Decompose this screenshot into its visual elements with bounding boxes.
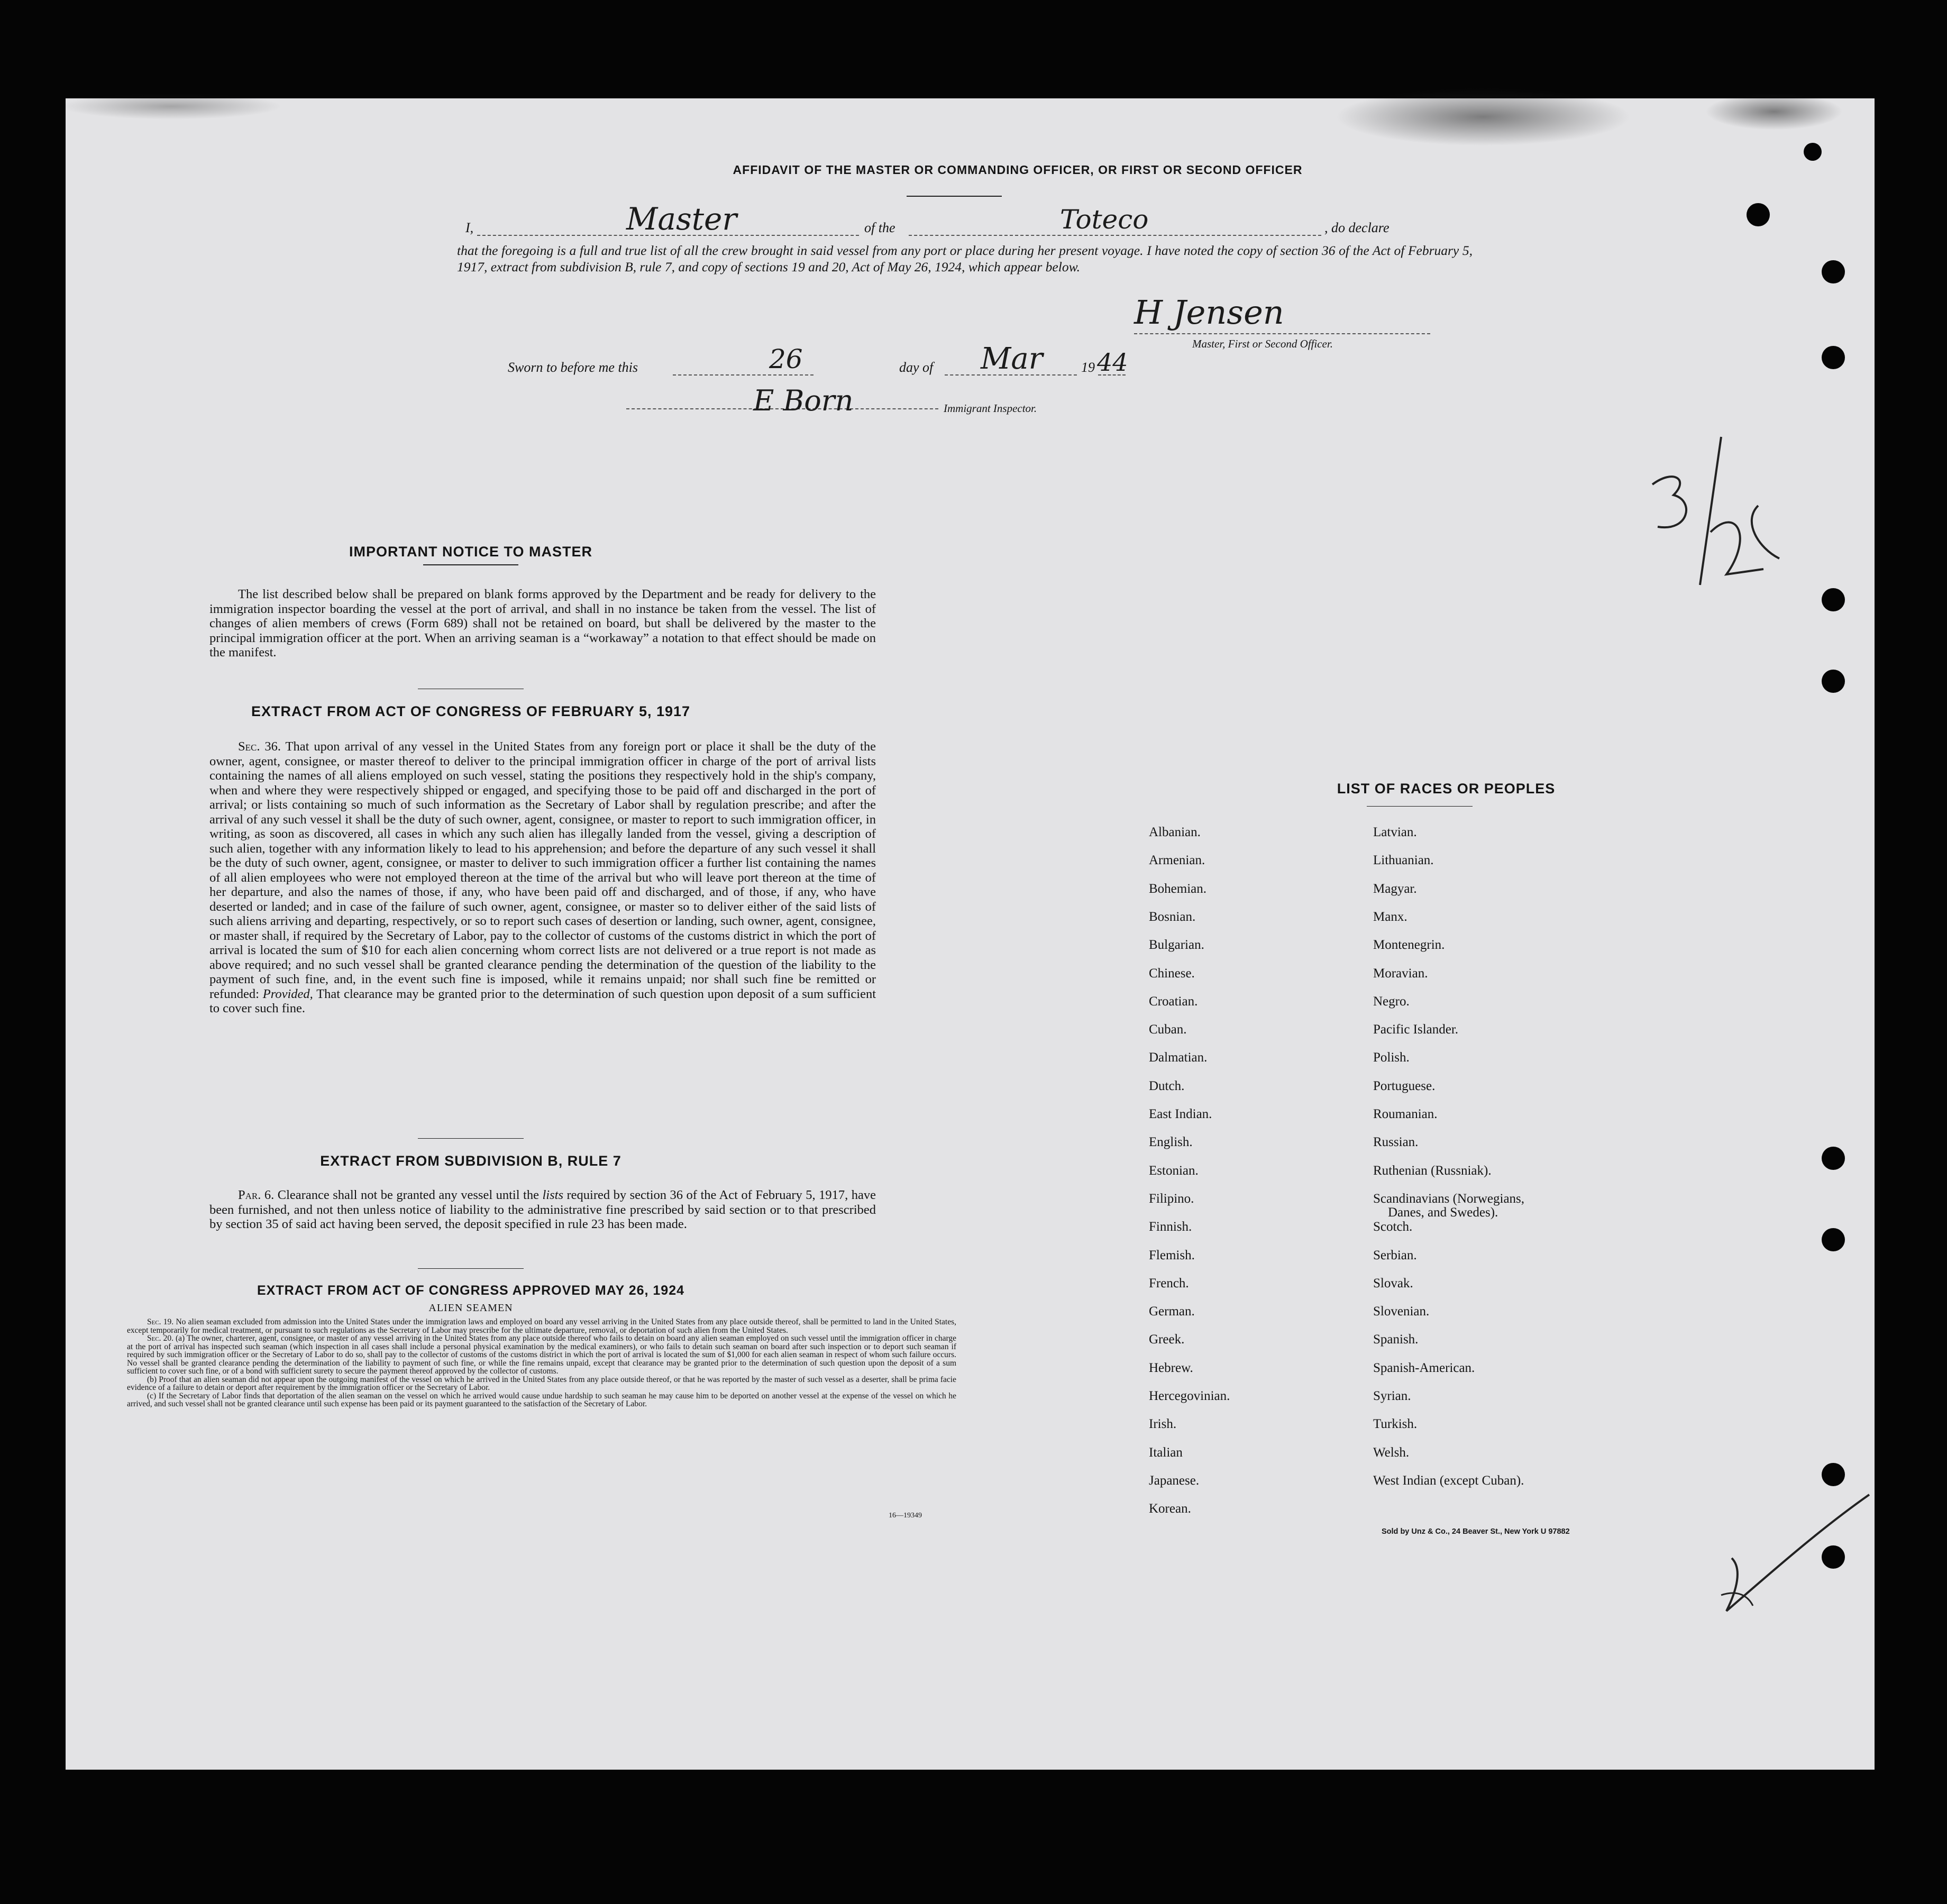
race-item: Cuban. bbox=[1149, 1022, 1187, 1037]
race-item: Albanian. bbox=[1149, 825, 1201, 839]
race-item: Spanish. bbox=[1373, 1332, 1419, 1347]
year-prefix: 19 bbox=[1081, 360, 1095, 375]
race-item: Dalmatian. bbox=[1149, 1050, 1208, 1065]
scan-smudge bbox=[1335, 88, 1631, 146]
page-fraction-handwriting bbox=[1637, 426, 1785, 617]
race-item: Armenian. bbox=[1149, 853, 1205, 868]
punch-hole bbox=[1822, 1463, 1845, 1486]
signature-line bbox=[1134, 333, 1430, 334]
lists-word: lists bbox=[542, 1188, 563, 1202]
race-item: Bosnian. bbox=[1149, 909, 1196, 924]
check-mark-handwriting bbox=[1716, 1484, 1875, 1622]
race-item: West Indian (except Cuban). bbox=[1373, 1473, 1524, 1488]
race-item: Roumanian. bbox=[1373, 1107, 1438, 1121]
punch-hole bbox=[1822, 670, 1845, 693]
race-item: Scandinavians (Norwegians, bbox=[1373, 1191, 1525, 1206]
race-item: Flemish. bbox=[1149, 1248, 1195, 1262]
race-item: Scotch. bbox=[1373, 1220, 1413, 1234]
section-20-text: (a) The owner, charterer, agent, consignee, or master of any vessel arriving in the United States from any place outside thereof who fails to detain on board any alien seaman employed on such vessel until the immigration officer in charge at the port of arrival has inspected such seaman (which inspection in all cases shall include a personal physical examination by the medical examiners), or who fails to detain such seaman on board after such inspection or to deport such seaman if required by such immigration officer or the Secretary of Labor to do so, shall pay to the collector of customs of the customs district in which the port of arrival is located the sum of $1,000 for each alien seaman in respect of whom such failure occurs. No vessel shall be granted clearance pending the determination of the liability to payment of such fine, or while the fine remains unpaid, except that clearance may be granted prior to the determination of such question upon the deposit of a sum sufficient to cover such fine, or of a bond with sufficient surety to secure the payment thereof approved by the collector of customs. bbox=[127, 1334, 956, 1376]
divider bbox=[907, 196, 1002, 197]
race-item: Filipino. bbox=[1149, 1191, 1194, 1206]
punch-hole bbox=[1822, 1228, 1845, 1251]
race-item: Hebrew. bbox=[1149, 1360, 1193, 1375]
printer-note: Sold by Unz & Co., 24 Beaver St., New York U 97882 bbox=[1382, 1527, 1570, 1536]
race-item: Magyar. bbox=[1373, 881, 1417, 896]
race-item: Greek. bbox=[1149, 1332, 1185, 1347]
notice-title: IMPORTANT NOTICE TO MASTER bbox=[349, 544, 592, 560]
extract-1924-title: EXTRACT FROM ACT OF CONGRESS APPROVED MAY 26, 1924 bbox=[257, 1283, 685, 1298]
race-item: Spanish-American. bbox=[1373, 1360, 1475, 1375]
section-20-label: Sec. 20. bbox=[147, 1334, 173, 1343]
year-handwriting: 44 bbox=[1097, 348, 1128, 377]
notice-text: The list described below shall be prepared on blank forms approved by the Department and be ready for delivery to the immigration inspector boarding the vessel at the port of arrival, and shall in no instance be taken from the vessel. The list of changes of alien members of crews (Form 689) shall not be retained on board, but shall be delivered by the master to the principal immigration officer at the port. When an arriving seaman is a “workaway” a notation to that effect should be made on the manifest. bbox=[209, 587, 876, 660]
race-item: Japanese. bbox=[1149, 1473, 1200, 1488]
section-20-b: (b) Proof that an alien seaman did not appear upon the outgoing manifest of the vessel on which he arrived in the United States from any place outside thereof, or that he was reported by the master of such vessel as a deserter, shall be prima facie evidence of a failure to detain or deport after requirement by the immigration officer or the Secretary of Labor. bbox=[127, 1375, 956, 1392]
divider bbox=[1367, 806, 1473, 807]
race-item: Russian. bbox=[1373, 1135, 1419, 1150]
section-36-text: That upon arrival of any vessel in the United States from any foreign port or place it shall be the duty of the owner, agent, consignee, or master thereof to deliver to the principal immigration officer in charge of the port of arrival lists containing the names of all aliens employed on such vessel, stating the positions they respectively hold in the ship's company, when and where they were respectively shipped or engaged, and specifying those to be paid off and discharged in the port of arrival; or lists containing so much of such information as the Secretary of Labor shall by regulation prescribe; and after the arrival of any such vessel it shall be the duty of such owner, agent, consignee, or master to report to such immigration officer, in writing, as soon as discovered, all cases in which any such alien has illegally landed from the vessel, giving a description of such alien, together with any information likely to lead to his apprehension; and before the departure of any such vessel it shall be the duty of such owner, agent, consignee, or master to deliver to such immigration officer a further list containing the names of all alien employees who were not employed thereon at the time of the arrival but who will leave port thereon at the time of her departure, and also the names of those, if any, who have been paid off and discharged, and of those, if any, who have deserted or landed; and in case of the failure of such owner, agent, consignee, or master so to deliver either of the said lists of such aliens arriving and departing, respectively, or so to report such cases of desertion or landing, such owner, agent, consignee, or master shall, if required by the Secretary of Labor, pay to the collector of customs of the customs district in which the port of arrival is located the sum of $10 for each alien concerning whom correct lists are not delivered or a true report is not made as above required; and no such vessel shall be granted clearance pending the determination of the question of the liability to the payment of such fine, and, in the event such fine is imposed, while it remains unpaid; nor shall such fine be remitted or refunded: bbox=[209, 739, 876, 1001]
race-item: Hercegovinian. bbox=[1149, 1389, 1230, 1403]
race-item: Estonian. bbox=[1149, 1163, 1199, 1178]
affidavit-first-line bbox=[66, 201, 1875, 241]
punch-hole bbox=[1822, 260, 1845, 283]
extract-1917-title: EXTRACT FROM ACT OF CONGRESS OF FEBRUARY 5, 1917 bbox=[251, 703, 691, 719]
race-item: Korean. bbox=[1149, 1502, 1191, 1516]
race-item: Pacific Islander. bbox=[1373, 1022, 1459, 1037]
race-item: Croatian. bbox=[1149, 994, 1198, 1009]
master-signature: H Jensen bbox=[1134, 293, 1284, 332]
extract-1917-body bbox=[209, 739, 876, 1016]
race-item: English. bbox=[1149, 1135, 1193, 1150]
affidavit-title: AFFIDAVIT OF THE MASTER OR COMMANDING OFFICER, OR FIRST OR SECOND OFFICER bbox=[733, 163, 1303, 177]
race-item: Slovenian. bbox=[1373, 1304, 1430, 1319]
race-item: Turkish. bbox=[1373, 1417, 1418, 1432]
race-item: Italian bbox=[1149, 1445, 1183, 1460]
i-label: I, bbox=[465, 220, 474, 235]
inspector-caption: Immigrant Inspector. bbox=[944, 402, 1037, 415]
race-item: Moravian. bbox=[1373, 966, 1428, 981]
extract-rule7-title: EXTRACT FROM SUBDIVISION B, RULE 7 bbox=[320, 1153, 621, 1169]
do-declare-label: , do declare bbox=[1324, 220, 1390, 235]
race-item: Danes, and Swedes). bbox=[1388, 1205, 1498, 1220]
race-item: Ruthenian (Russniak). bbox=[1373, 1163, 1492, 1178]
race-item: Lithuanian. bbox=[1373, 853, 1434, 868]
race-item: Manx. bbox=[1373, 909, 1407, 924]
sworn-label: Sworn to before me this bbox=[508, 360, 638, 375]
notice-body bbox=[209, 587, 876, 660]
proviso-word: Provided, bbox=[262, 986, 313, 1001]
race-item: Welsh. bbox=[1373, 1445, 1410, 1460]
paragraph-6-text-b: required by section 36 of the Act of February 5, 1917, have been furnished, and not then unless notice of liability to the administrative fine prescribed by said section or to that prescribed by section 35 of said act having been served, the deposit specified in rule 23 has been made. bbox=[209, 1188, 876, 1231]
race-item: French. bbox=[1149, 1276, 1189, 1290]
day-of-label: day of bbox=[899, 360, 934, 375]
of-the-label: of the bbox=[864, 220, 895, 235]
signature-caption: Master, First or Second Officer. bbox=[1192, 337, 1333, 350]
race-item: Slovak. bbox=[1373, 1276, 1413, 1290]
extract-1924-subtitle: ALIEN SEAMEN bbox=[428, 1302, 513, 1314]
document-sheet bbox=[66, 98, 1875, 1770]
vessel-name-field bbox=[909, 235, 1321, 236]
inspector-signature: E Born bbox=[753, 384, 854, 417]
race-item: Finnish. bbox=[1149, 1220, 1192, 1234]
race-item: Irish. bbox=[1149, 1417, 1177, 1432]
proviso-text: That clearance may be granted prior to the determination of such question upon deposit of a sum sufficient to cover such fine. bbox=[209, 986, 876, 1015]
form-number: 16—19349 bbox=[889, 1512, 922, 1519]
race-item: Bulgarian. bbox=[1149, 938, 1204, 953]
race-item: Polish. bbox=[1373, 1050, 1410, 1065]
extract-1924-body bbox=[127, 1318, 956, 1408]
section-36-label: Sec. 36. bbox=[238, 739, 281, 754]
punch-hole bbox=[1822, 588, 1845, 611]
day-field bbox=[673, 374, 813, 376]
paragraph-6-label: Par. 6. bbox=[238, 1188, 275, 1202]
punch-hole bbox=[1804, 143, 1822, 161]
paragraph-6-text-a: Clearance shall not be granted any vessel until the bbox=[277, 1188, 539, 1202]
section-19-text: No alien seaman excluded from admission into the United States under the immigration laws and employed on board any vessel arriving in the United States from any place outside thereof, shall be permitted to land in the United States, except temporarily for medical treatment, or pursuant to such regulations as the Secretary of Labor may prescribe for the ultimate departure, removal, or deportation of such alien from the United States. bbox=[127, 1317, 956, 1335]
divider bbox=[423, 564, 518, 565]
scan-smudge bbox=[60, 93, 282, 120]
race-item: East Indian. bbox=[1149, 1107, 1212, 1121]
race-item: Dutch. bbox=[1149, 1078, 1185, 1093]
vessel-name-handwriting: Toteco bbox=[1060, 204, 1149, 235]
scan-smudge bbox=[1705, 93, 1843, 130]
race-item: German. bbox=[1149, 1304, 1195, 1319]
month-handwriting: Mar bbox=[981, 342, 1043, 376]
section-20-c: (c) If the Secretary of Labor finds that deportation of the alien seaman on the vessel on which he arrived would cause undue hardship to such seaman he may cause him to be deported on another vessel at the expense of the vessel on which he arrived, and such vessel shall not be granted clearance until such expense has been paid or its payment guaranteed to the satisfaction of the Secretary of Labor. bbox=[127, 1391, 956, 1408]
race-item: Montenegrin. bbox=[1373, 938, 1445, 953]
race-item: Serbian. bbox=[1373, 1248, 1417, 1262]
punch-hole bbox=[1822, 1147, 1845, 1170]
race-item: Bohemian. bbox=[1149, 881, 1207, 896]
divider bbox=[418, 1138, 524, 1139]
race-item: Chinese. bbox=[1149, 966, 1195, 981]
declaration-text: that the foregoing is a full and true list of all the crew brought in said vessel from any port or place during her present voyage. I have noted the copy of section 36 of the Act of February 5, 1917, extract from subdivision B, rule 7, and copy of sections 19 and 20, Act of May 26, 1924, which appear below. bbox=[457, 243, 1473, 274]
extract-rule7-body bbox=[209, 1188, 876, 1232]
day-handwriting: 26 bbox=[769, 344, 803, 374]
section-19-label: Sec. 19. bbox=[147, 1317, 174, 1326]
signer-role-handwriting: Master bbox=[626, 201, 737, 237]
race-item: Negro. bbox=[1373, 994, 1410, 1009]
race-item: Syrian. bbox=[1373, 1389, 1411, 1403]
race-item: Portuguese. bbox=[1373, 1078, 1436, 1093]
divider bbox=[418, 1268, 524, 1269]
race-item: Latvian. bbox=[1373, 825, 1417, 839]
page-fraction-text: 3/24 bbox=[1637, 426, 1638, 427]
races-title: LIST OF RACES OR PEOPLES bbox=[1337, 781, 1556, 797]
